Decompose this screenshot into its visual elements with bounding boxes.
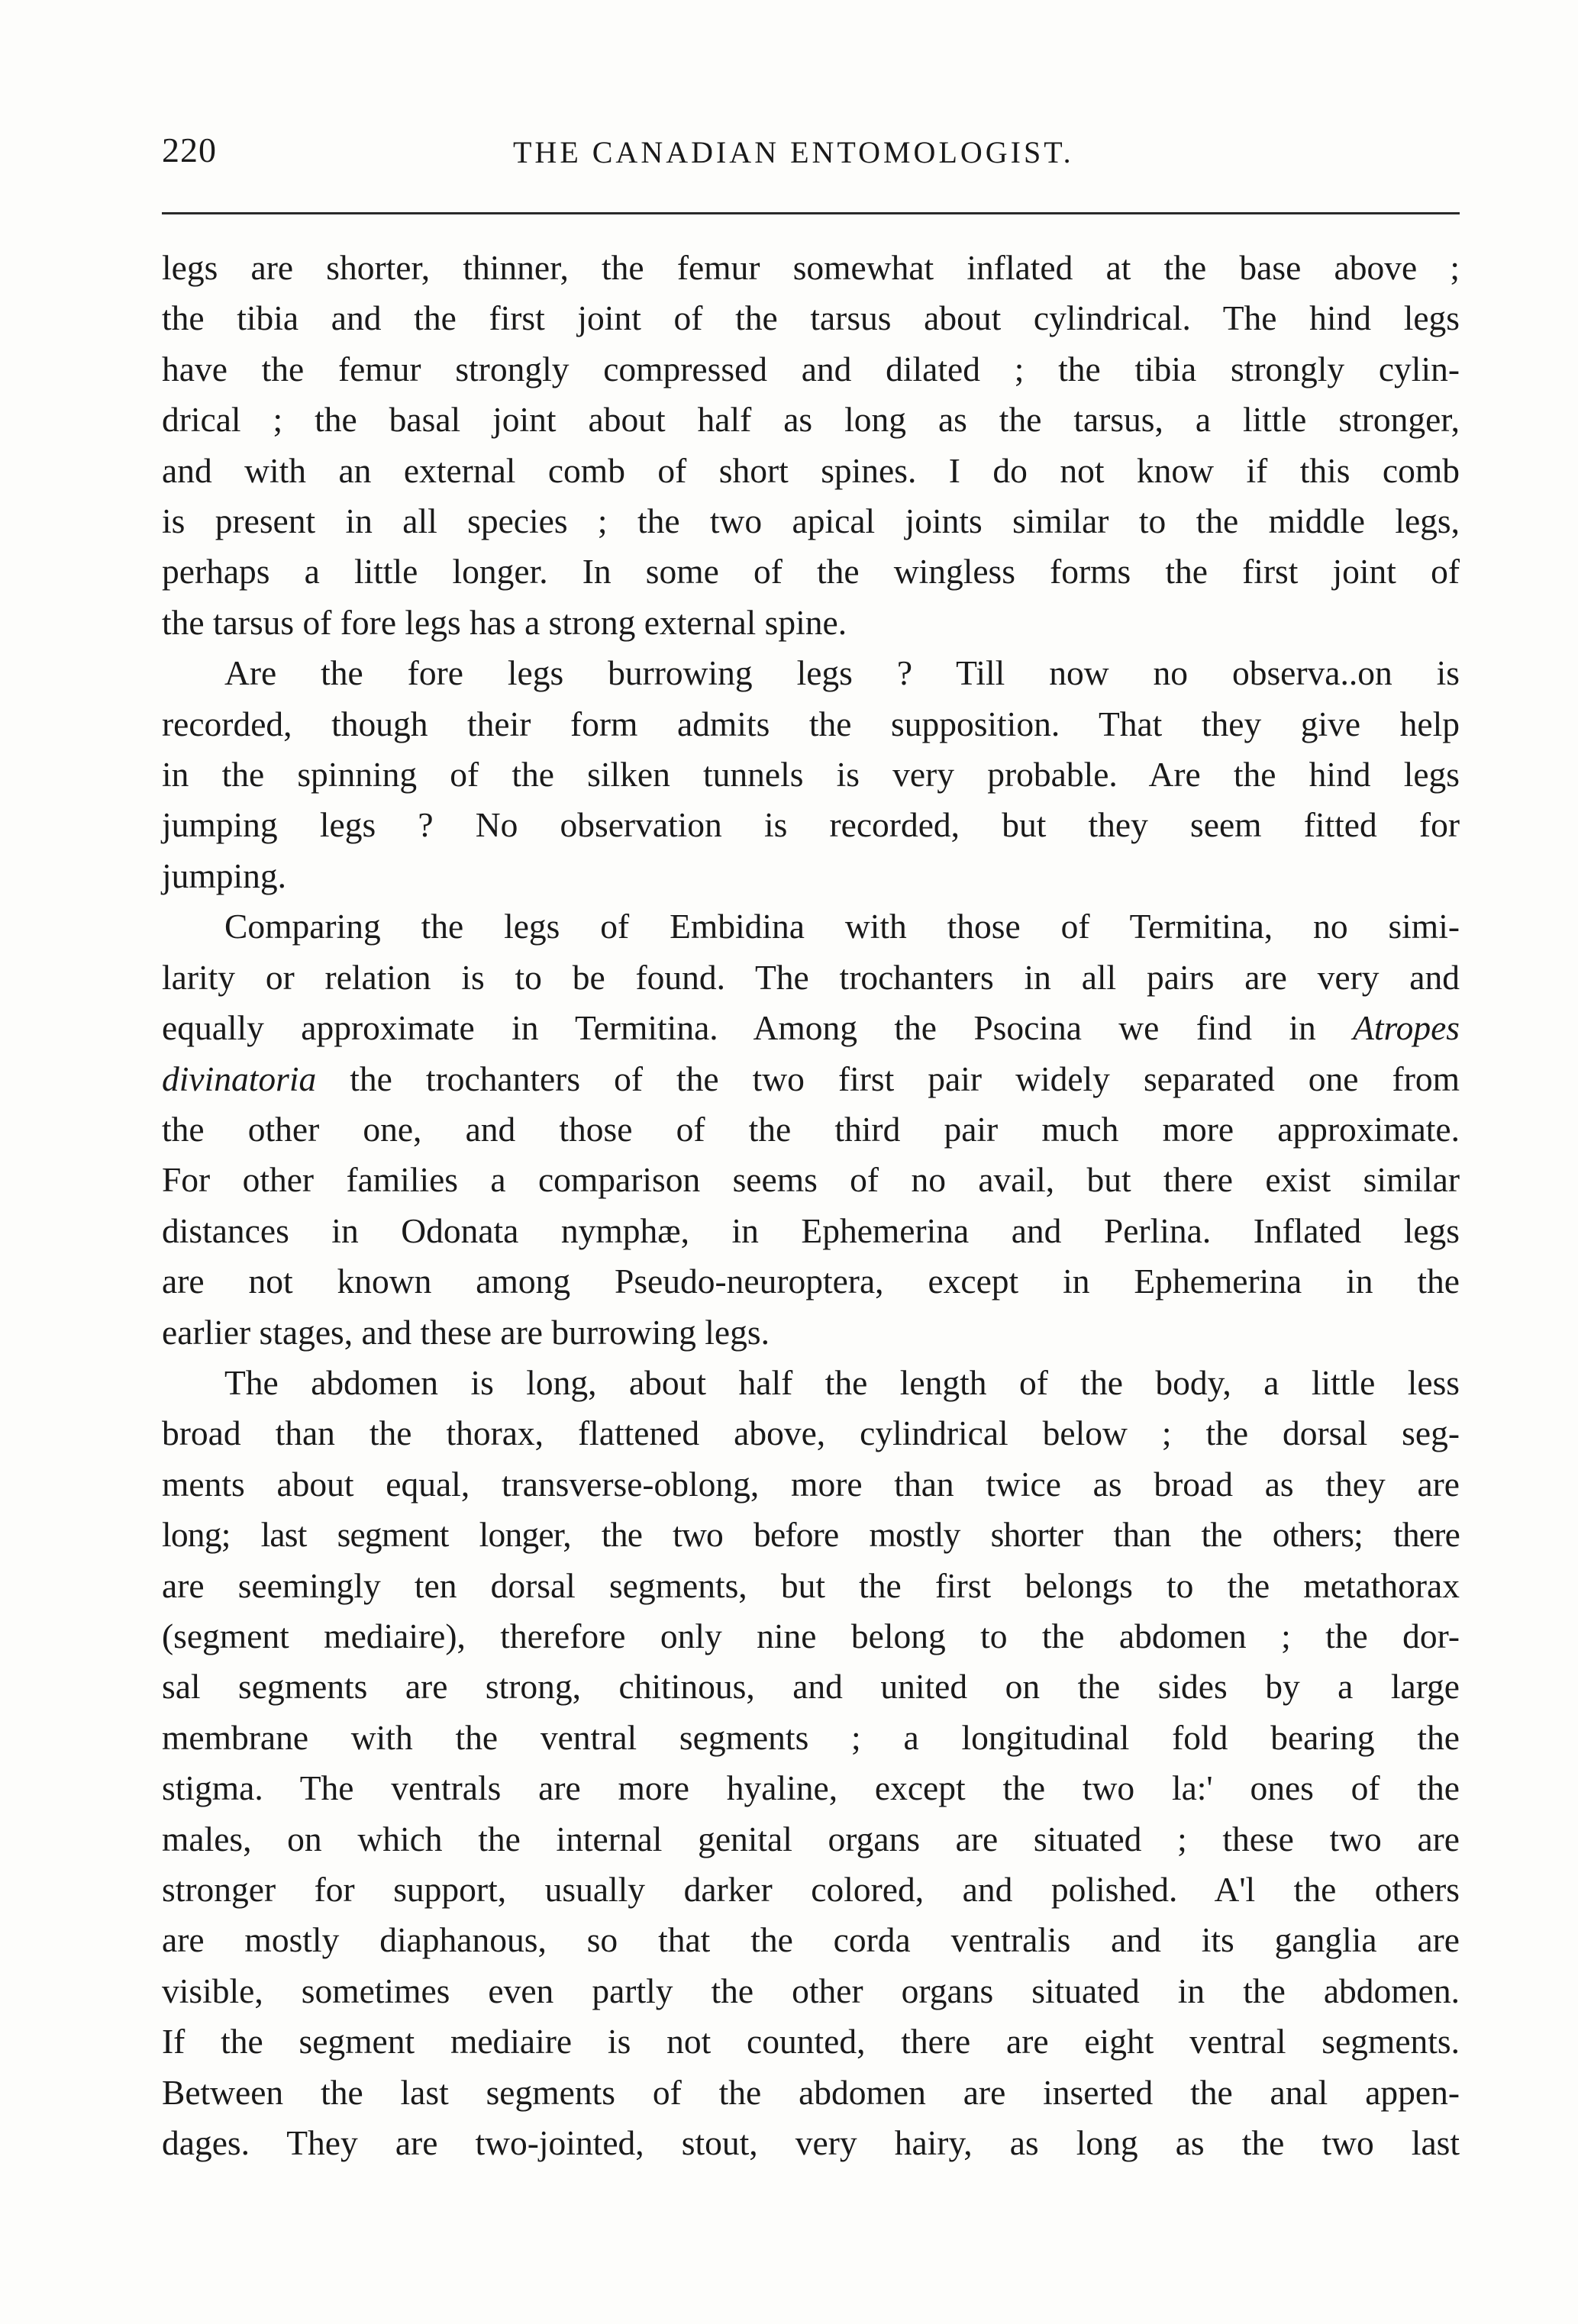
text-line: Between the last segments of the abdomen are inserted the anal appen- — [162, 2072, 1460, 2112]
text-line: membrane with the ventral segments ; a longitudinal fold bearing the — [162, 1717, 1460, 1757]
text-segment: the trochanters of the two first pair widely separated one from — [316, 1059, 1460, 1098]
text-line: Are the fore legs burrowing legs ? Till now no observa..on is — [224, 653, 1460, 693]
text-line: perhaps a little longer. In some of the wingless forms the first joint of — [162, 552, 1460, 591]
italic-species-name-cont: divinatoria — [162, 1059, 317, 1098]
text-line: are mostly diaphanous, so that the corda ventralis and its ganglia are — [162, 1920, 1460, 1960]
text-line: If the segment mediaire is not counted, there are eight ventral segments. — [162, 2022, 1460, 2061]
text-line: long; last segment longer, the two before mostly shorter than the others; there — [162, 1515, 1460, 1555]
text-line: is present in all species ; the two apical joints similar to the middle legs, — [162, 501, 1460, 541]
text-line: For other families a comparison seems of no avail, but there exist similar — [162, 1160, 1460, 1200]
text-segment: equally approximate in Termitina. Among the Psocina we find in — [162, 1008, 1354, 1048]
paragraph — [162, 901, 1460, 1358]
text-line: have the femur strongly compressed and dilated ; the tibia strongly cylin- — [162, 349, 1460, 388]
running-title: THE CANADIAN ENTOMOLOGIST. — [513, 135, 1074, 169]
text-line: the tibia and the first joint of the tarsus about cylindrical. The hind legs — [162, 298, 1460, 338]
text-line: stronger for support, usually darker colored, and polished. A'l the others — [162, 1870, 1460, 1909]
page-header — [162, 130, 1460, 183]
text-line: the other one, and those of the third pair much more approximate. — [162, 1109, 1460, 1149]
text-line: (segment mediaire), therefore only nine belong to the abdomen ; the dor- — [162, 1616, 1460, 1655]
text-line: Comparing the legs of Embidina with those of Termitina, no simi- — [224, 907, 1460, 946]
body-text — [162, 243, 1460, 2168]
text-line: dages. They are two-jointed, stout, very hairy, as long as the two last — [162, 2123, 1460, 2163]
text-line: earlier stages, and these are burrowing legs. — [162, 1312, 770, 1352]
text-line: drical ; the basal joint about half as long as the tarsus, a little stronger, — [162, 400, 1460, 440]
text-line: are seemingly ten dorsal segments, but the first belongs to the metathorax — [162, 1565, 1460, 1605]
text-line: are not known among Pseudo-neuroptera, except in Ephemerina in the — [162, 1262, 1460, 1301]
text-line: and with an external comb of short spines. I do not know if this comb — [162, 450, 1460, 490]
header-rule — [162, 212, 1460, 214]
paragraph — [162, 648, 1460, 901]
paragraph — [162, 1358, 1460, 2169]
text-line: sal segments are strong, chitinous, and united on the sides by a large — [162, 1667, 1460, 1707]
text-line: legs are shorter, thinner, the femur somewhat inflated at the base above ; — [162, 248, 1460, 287]
text-line: larity or relation is to be found. The trochanters in all pairs are very and — [162, 957, 1460, 997]
text-line: males, on which the internal genital organs are situated ; these two are — [162, 1819, 1460, 1858]
text-line: visible, sometimes even partly the other organs situated in the abdomen. — [162, 1971, 1460, 2010]
text-line-with-italic — [162, 1054, 1460, 1104]
paragraph — [162, 243, 1460, 648]
text-line: jumping. — [162, 856, 287, 895]
text-line: broad than the thorax, flattened above, cylindrical below ; the dorsal seg- — [162, 1413, 1460, 1453]
text-line: jumping legs ? No observation is recorded, but they seem fitted for — [162, 805, 1460, 845]
text-line: stigma. The ventrals are more hyaline, except the two la:' ones of the — [162, 1768, 1460, 1808]
text-line: the tarsus of fore legs has a strong external spine. — [162, 602, 847, 642]
text-line: The abdomen is long, about half the length of the body, a little less — [224, 1362, 1460, 1402]
text-line: in the spinning of the silken tunnels is very probable. Are the hind legs — [162, 755, 1460, 795]
text-line: ments about equal, transverse-oblong, more than twice as broad as they are — [162, 1464, 1460, 1504]
text-line: recorded, though their form admits the supposition. That they give help — [162, 704, 1460, 743]
page-number: 220 — [162, 131, 217, 169]
text-line: distances in Odonata nymphæ, in Ephemerina and Perlina. Inflated legs — [162, 1210, 1460, 1250]
text-line-with-italic — [162, 1003, 1460, 1053]
italic-species-name: Atropes — [1353, 1008, 1460, 1048]
